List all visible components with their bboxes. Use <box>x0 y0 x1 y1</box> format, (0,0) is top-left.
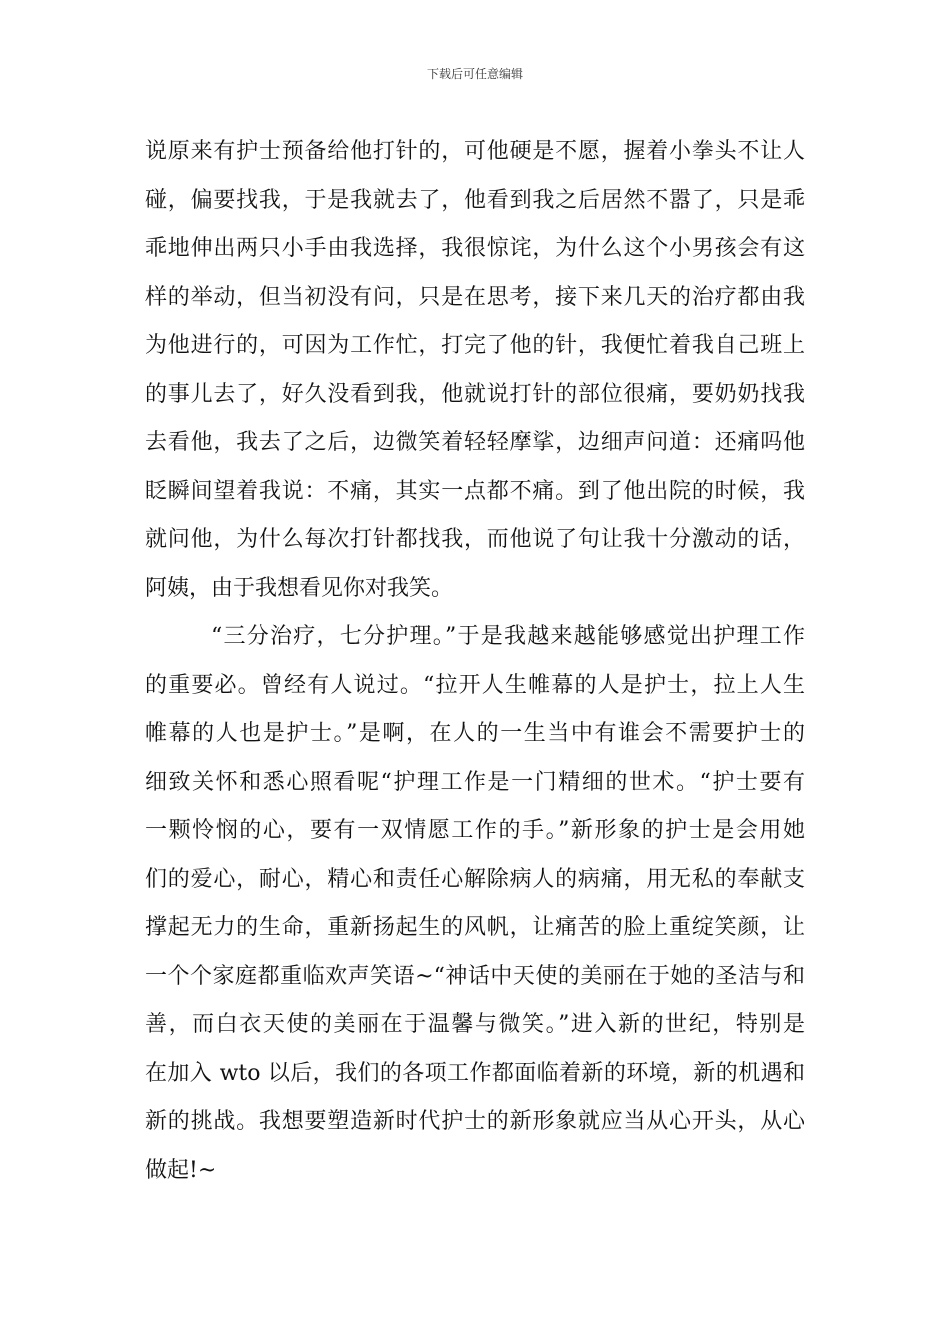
text-line: 一颗怜悯的心，要有一双情愿工作的手。”新形象的护士是会用她 <box>145 818 805 843</box>
text-line: 为他进行的，可因为工作忙，打完了他的针，我便忙着我自己班上 <box>145 333 805 358</box>
text-line: 撑起无力的生命，重新扬起生的风帆，让痛苦的脸上重绽笑颜，让 <box>145 915 805 940</box>
text-line: 碰，偏要找我，于是我就去了，他看到我之后居然不嚣了，只是乖 <box>145 187 805 213</box>
text-line: 在加入 wto 以后，我们的各项工作都面临着新的环境，新的机遇和 <box>145 1060 805 1086</box>
paragraph-1 <box>145 128 805 613</box>
text-line: 帷幕的人也是护士。”是啊，在人的一生当中有谁会不需要护士的 <box>145 721 805 746</box>
text-line: 善，而白衣天使的美丽在于温馨与微笑。”进入新的世纪，特别是 <box>145 1012 805 1037</box>
text-line: 说原来有护士预备给他打针的，可他硬是不愿，握着小拳头不让人 <box>145 139 805 164</box>
text-line: 阿姨，由于我想看见你对我笑。 <box>145 575 454 601</box>
text-line: 一个个家庭都重临欢声笑语~“神话中天使的美丽在于她的圣洁与和 <box>145 963 805 989</box>
text-line: 做起!~ <box>145 1157 217 1183</box>
text-line: 样的举动，但当初没有问，只是在思考，接下来几天的治疗都由我 <box>145 284 805 310</box>
text-line: 乖地伸出两只小手由我选择，我很惊诧，为什么这个小男孩会有这 <box>145 236 805 261</box>
text-line: 的重要必。曾经有人说过。“拉开人生帷幕的人是护士，拉上人生 <box>145 672 805 698</box>
text-line: “三分治疗，七分护理。”于是我越来越能够感觉出护理工作 <box>211 624 805 649</box>
text-line: 眨瞬间望着我说：不痛，其实一点都不痛。到了他出院的时候，我 <box>145 478 805 504</box>
paragraph-2 <box>145 613 805 1195</box>
text-line: 的事儿去了，好久没看到我，他就说打针的部位很痛，要奶奶找我 <box>145 381 805 407</box>
text-line: 们的爱心，耐心，精心和责任心解除病人的病痛，用无私的奉献支 <box>145 866 805 892</box>
text-line: 新的挑战。我想要塑造新时代护士的新形象就应当从心开头，从心 <box>145 1109 805 1134</box>
text-line: 就问他，为什么每次打针都找我，而他说了句让我十分激动的话， <box>145 527 805 552</box>
text-line: 细致关怀和悉心照看呢“护理工作是一门精细的世术。“护士要有 <box>145 769 805 795</box>
page-header: 下载后可任意编辑 <box>426 67 523 81</box>
text-line: 去看他，我去了之后，边微笑着轻轻摩挲，边细声问道：还痛吗他 <box>145 430 805 455</box>
document-body <box>145 128 805 1195</box>
